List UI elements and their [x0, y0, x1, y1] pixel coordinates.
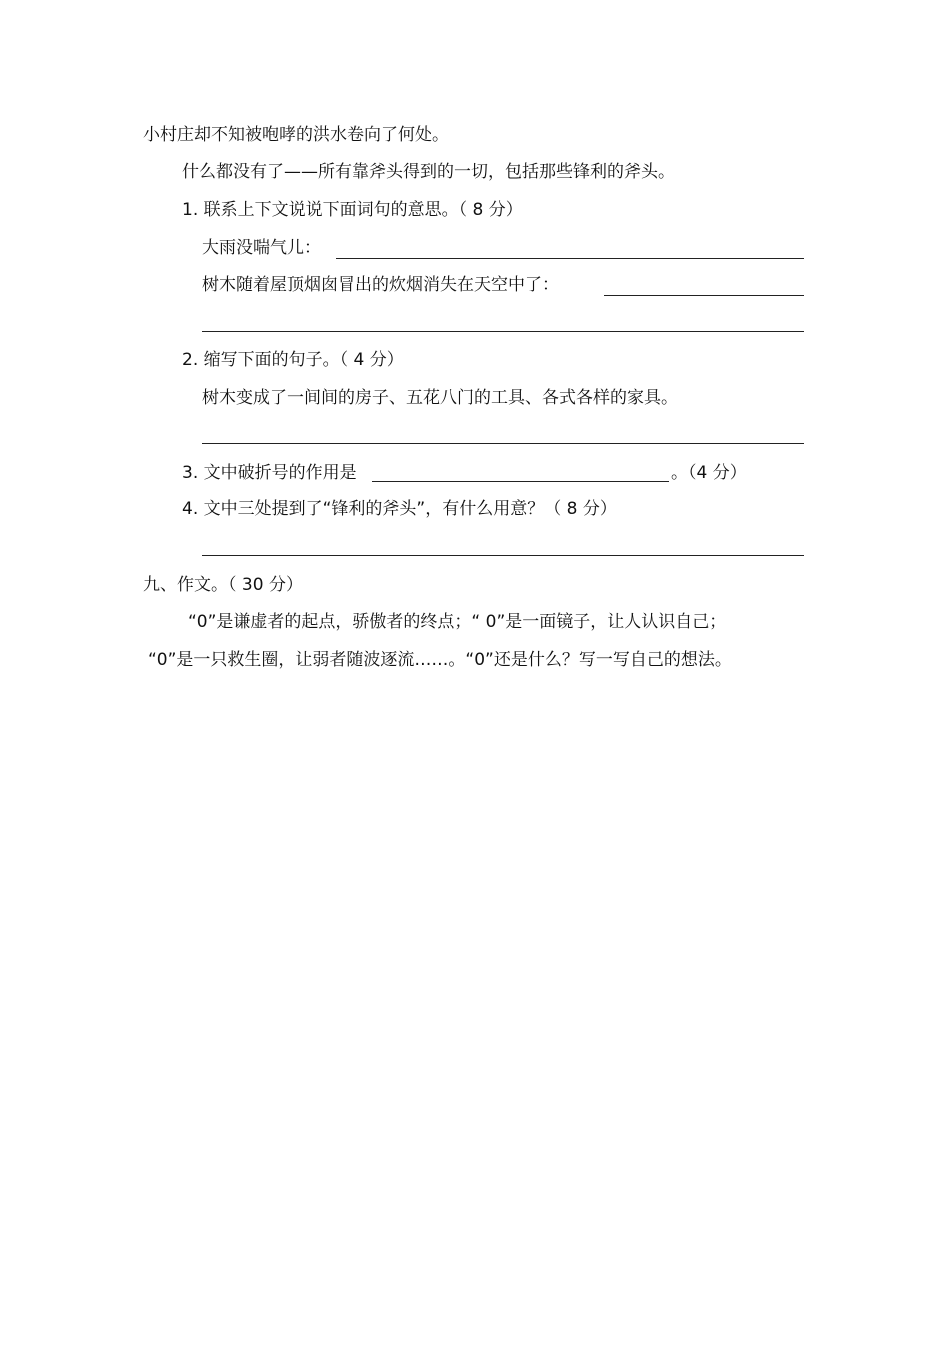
question-1-item-2: 树木随着屋顶烟囱冒出的炊烟消失在天空中了： [202, 275, 559, 295]
answer-line-q1-item2-a [604, 295, 804, 296]
question-1-title: 1. 联系上下文说说下面词句的意思。（ 8 分） [182, 200, 523, 220]
question-2-sentence: 树木变成了一间间的房子、五花八门的工具、各式各样的家具。 [202, 388, 678, 408]
question-3-prefix: 3. 文中破折号的作用是 [182, 463, 357, 483]
answer-line-q2 [202, 443, 804, 444]
composition-para-line-1: “0”是谦虚者的起点，骄傲者的终点；“ 0”是一面镜子，让人认识自己； [188, 612, 727, 632]
question-3-suffix: 。（4 分） [671, 463, 747, 483]
passage-line-1: 小村庄却不知被咆哮的洪水卷向了何处。 [143, 125, 449, 145]
question-2-title: 2. 缩写下面的句子。（ 4 分） [182, 350, 404, 370]
answer-line-q1-item2-b [202, 331, 804, 332]
composition-para-line-2: “0”是一只救生圈，让弱者随波逐流……。“0”还是什么？写一写自己的想法。 [148, 650, 732, 670]
passage-line-2: 什么都没有了——所有靠斧头得到的一切，包括那些锋利的斧头。 [182, 162, 675, 182]
question-4-title: 4. 文中三处提到了“锋利的斧头”，有什么用意？（ 8 分） [182, 499, 617, 519]
answer-line-q1-item1 [336, 258, 804, 259]
composition-heading: 九、作文。（ 30 分） [143, 575, 303, 595]
question-1-item-1: 大雨没喘气儿： [202, 238, 321, 258]
answer-line-q4 [202, 555, 804, 556]
answer-line-q3 [372, 481, 669, 482]
